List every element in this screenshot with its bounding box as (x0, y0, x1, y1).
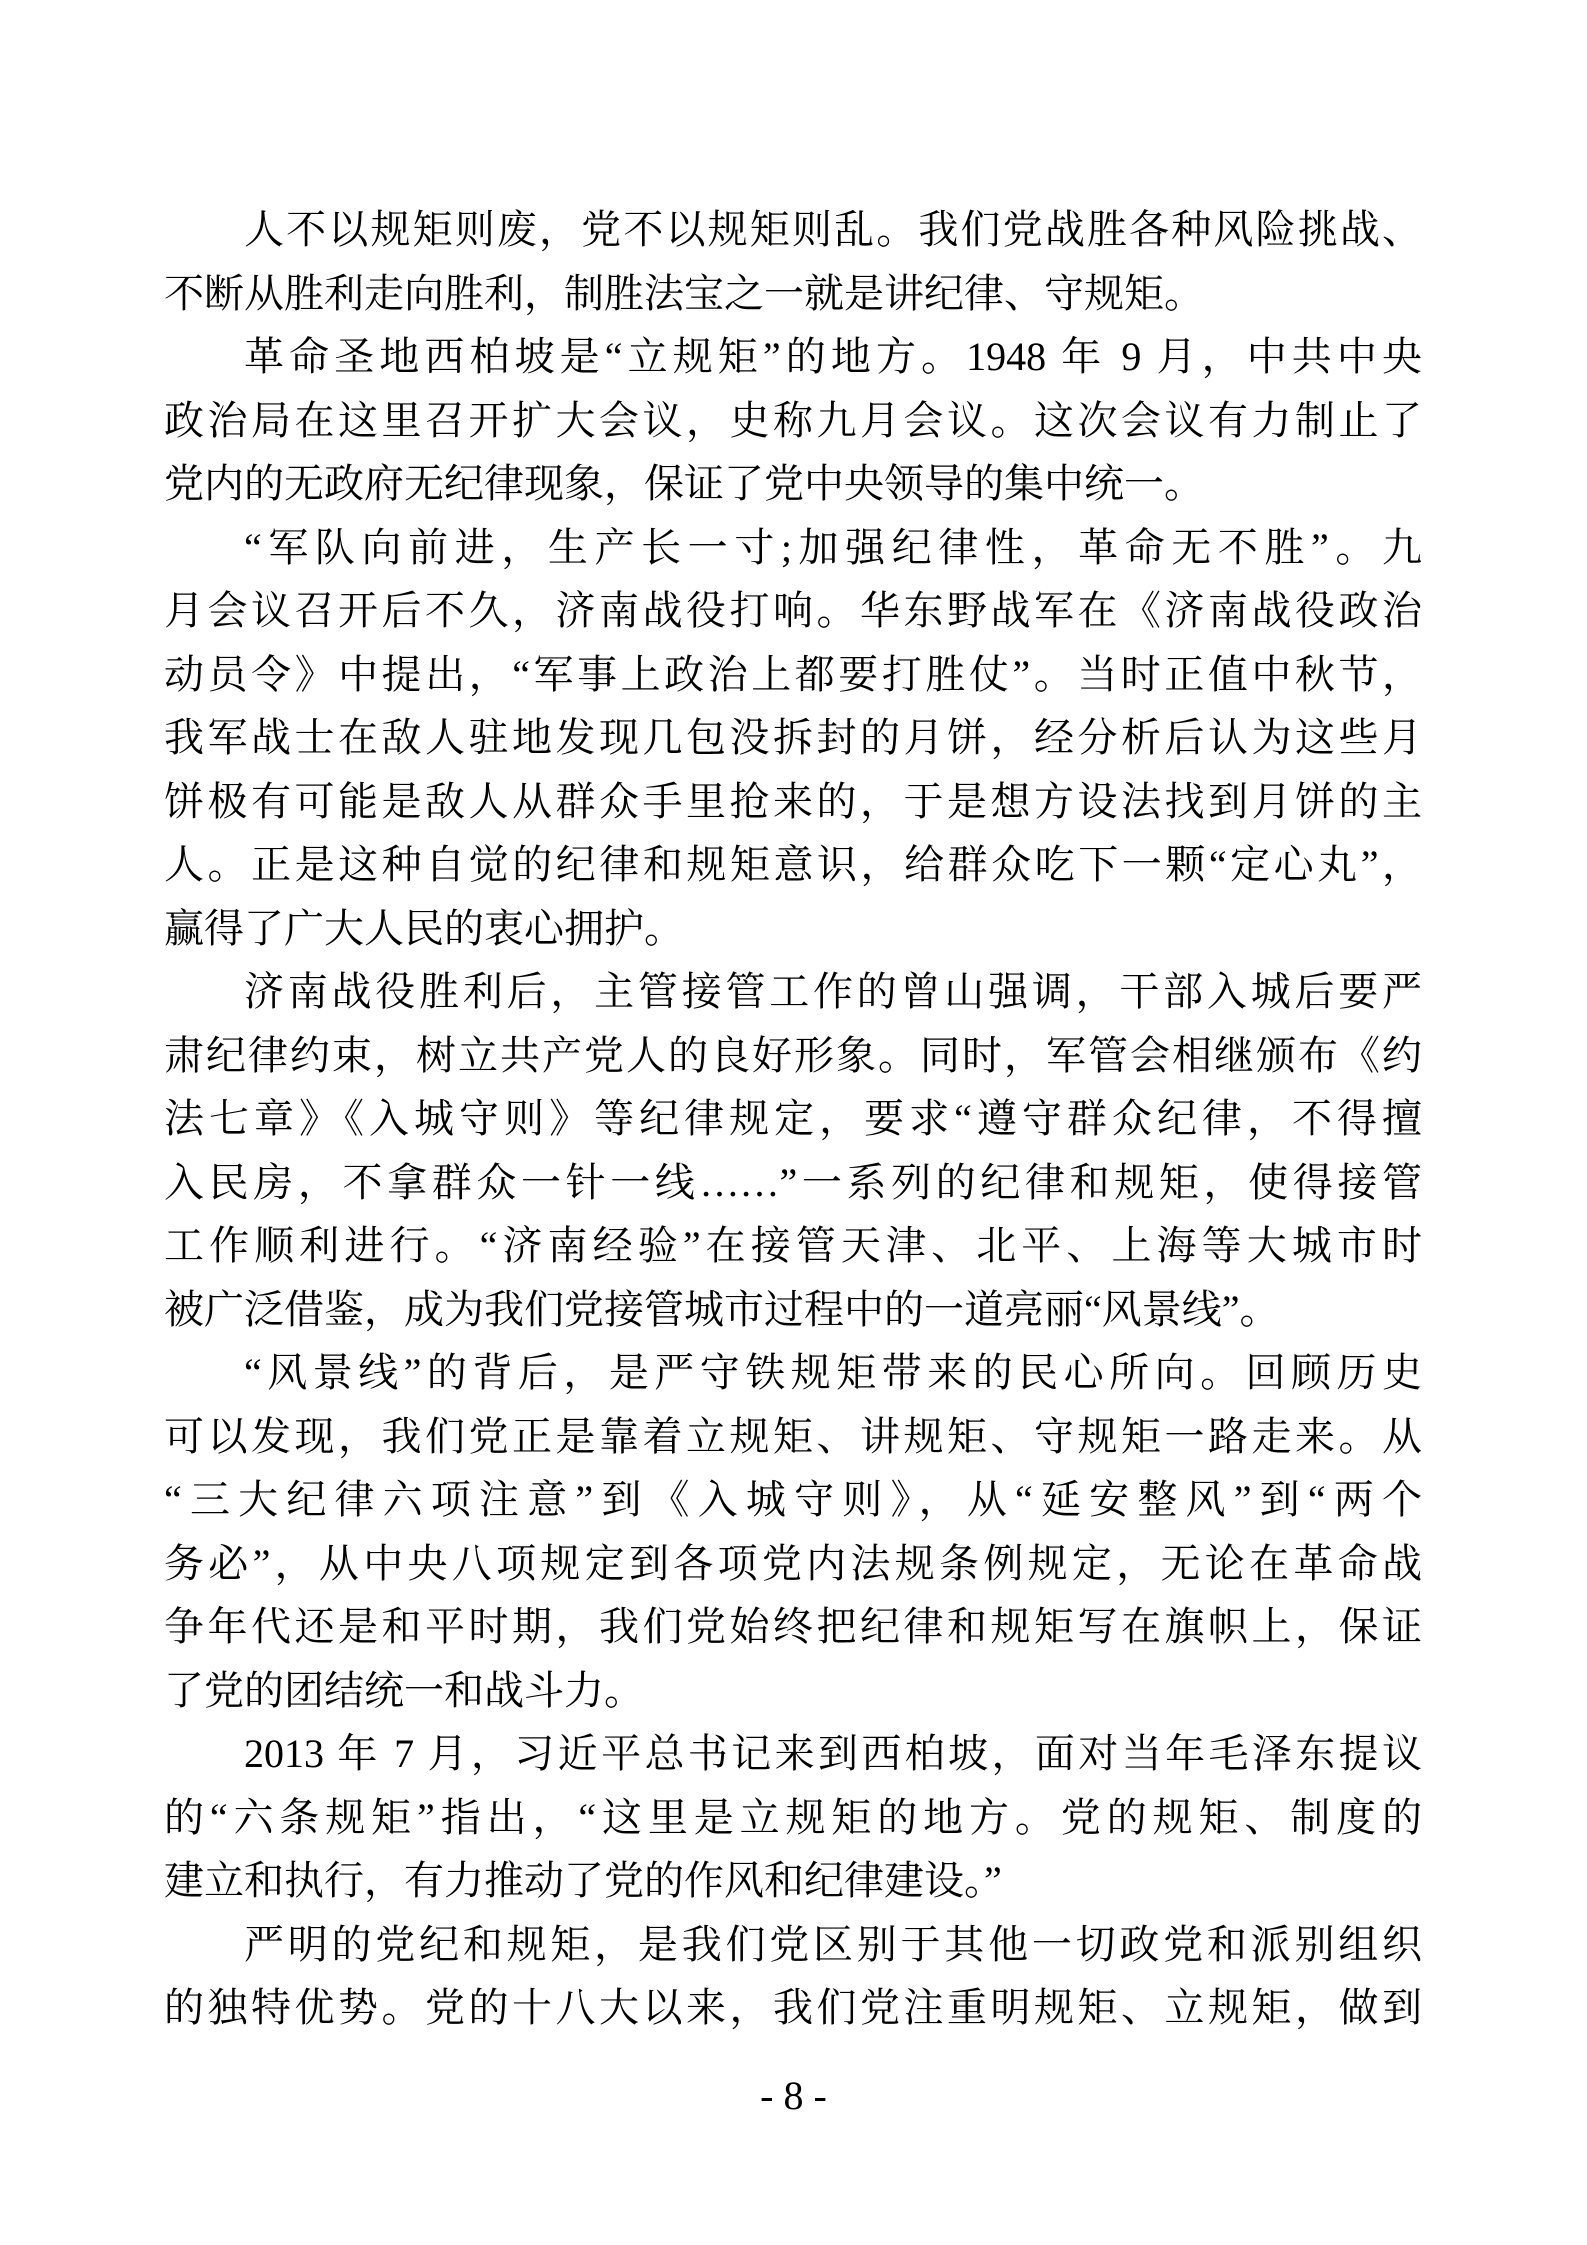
text-line: 济南战役胜利后，主管接管工作的曾山强调，干部入城后要严 (244, 969, 1422, 1014)
text-line: 党内的无政府无纪律现象，保证了党中央领导的集中统一。 (164, 461, 1204, 506)
text-line: 我军战士在敌人驻地发现几包没拆封的月饼，经分析后认为这些月 (164, 715, 1422, 760)
text-line: 2013 年 7 月，习近平总书记来到西柏坡，面对当年毛泽东提议 (244, 1731, 1422, 1776)
text-line: “军队向前进，生产长一寸;加强纪律性，革命无不胜”。九 (244, 524, 1422, 570)
text-line: 务必”，从中央八项规定到各项党内法规条例规定，无论在革命战 (164, 1540, 1422, 1586)
text-line: 政治局在这里召开扩大会议，史称九月会议。这次会议有力制止了 (164, 397, 1422, 443)
text-line: 赢得了广大人民的衷心拥护。 (164, 905, 684, 951)
text-line: 的独特优势。党的十八大以来，我们党注重明规矩、立规矩，做到 (164, 1985, 1422, 2030)
page-number: - 8 - (760, 2073, 827, 2118)
text-line: 工作顺利进行。“济南经验”在接管天津、北平、上海等大城市时 (164, 1223, 1422, 1268)
document-body (164, 198, 1422, 2040)
text-line: 动员令》中提出，“军事上政治上都要打胜仗”。当时正值中秋节， (164, 651, 1422, 697)
text-line: 革命圣地西柏坡是“立规矩”的地方。1948 年 9 月，中共中央 (244, 334, 1422, 379)
text-line: 人。正是这种自觉的纪律和规矩意识，给群众吃下一颗“定心丸”， (164, 842, 1422, 887)
text-line: 的“六条规矩”指出，“这里是立规矩的地方。党的规矩、制度的 (164, 1794, 1422, 1840)
text-line: 争年代还是和平时期，我们党始终把纪律和规矩写在旗帜上，保证 (164, 1604, 1422, 1649)
text-line: 饼极有可能是敌人从群众手里抢来的，于是想方设法找到月饼的主 (164, 778, 1422, 824)
text-line: 被广泛借鉴，成为我们党接管城市过程中的一道亮丽“风景线”。 (164, 1286, 1280, 1332)
text-line: 法七章》《入城守则》等纪律规定，要求“遵守群众纪律，不得擅 (164, 1096, 1422, 1141)
text-line: 了党的团结统一和战斗力。 (164, 1667, 644, 1713)
text-line: 不断从胜利走向胜利，制胜法宝之一就是讲纪律、守规矩。 (164, 270, 1204, 316)
text-line: 严明的党纪和规矩，是我们党区别于其他一切政党和派别组织 (244, 1921, 1422, 1967)
text-line: 可以发现，我们党正是靠着立规矩、讲规矩、守规矩一路走来。从 (164, 1413, 1422, 1459)
text-line: “三大纪律六项注意”到《入城守则》，从“延安整风”到“两个 (164, 1477, 1422, 1522)
text-line: 建立和执行，有力推动了党的作风和纪律建设。” (164, 1858, 1002, 1903)
text-line: 人不以规矩则废，党不以规矩则乱。我们党战胜各种风险挑战、 (244, 207, 1422, 252)
text-line: 肃纪律约束，树立共产党人的良好形象。同时，军管会相继颁布《约 (164, 1032, 1422, 1078)
text-line: 入民房，不拿群众一针一线……”一系列的纪律和规矩，使得接管 (164, 1159, 1422, 1205)
text-line: “风景线”的背后，是严守铁规矩带来的民心所向。回顾历史 (244, 1350, 1422, 1395)
text-line: 月会议召开后不久，济南战役打响。华东野战军在《济南战役政治 (164, 588, 1422, 633)
